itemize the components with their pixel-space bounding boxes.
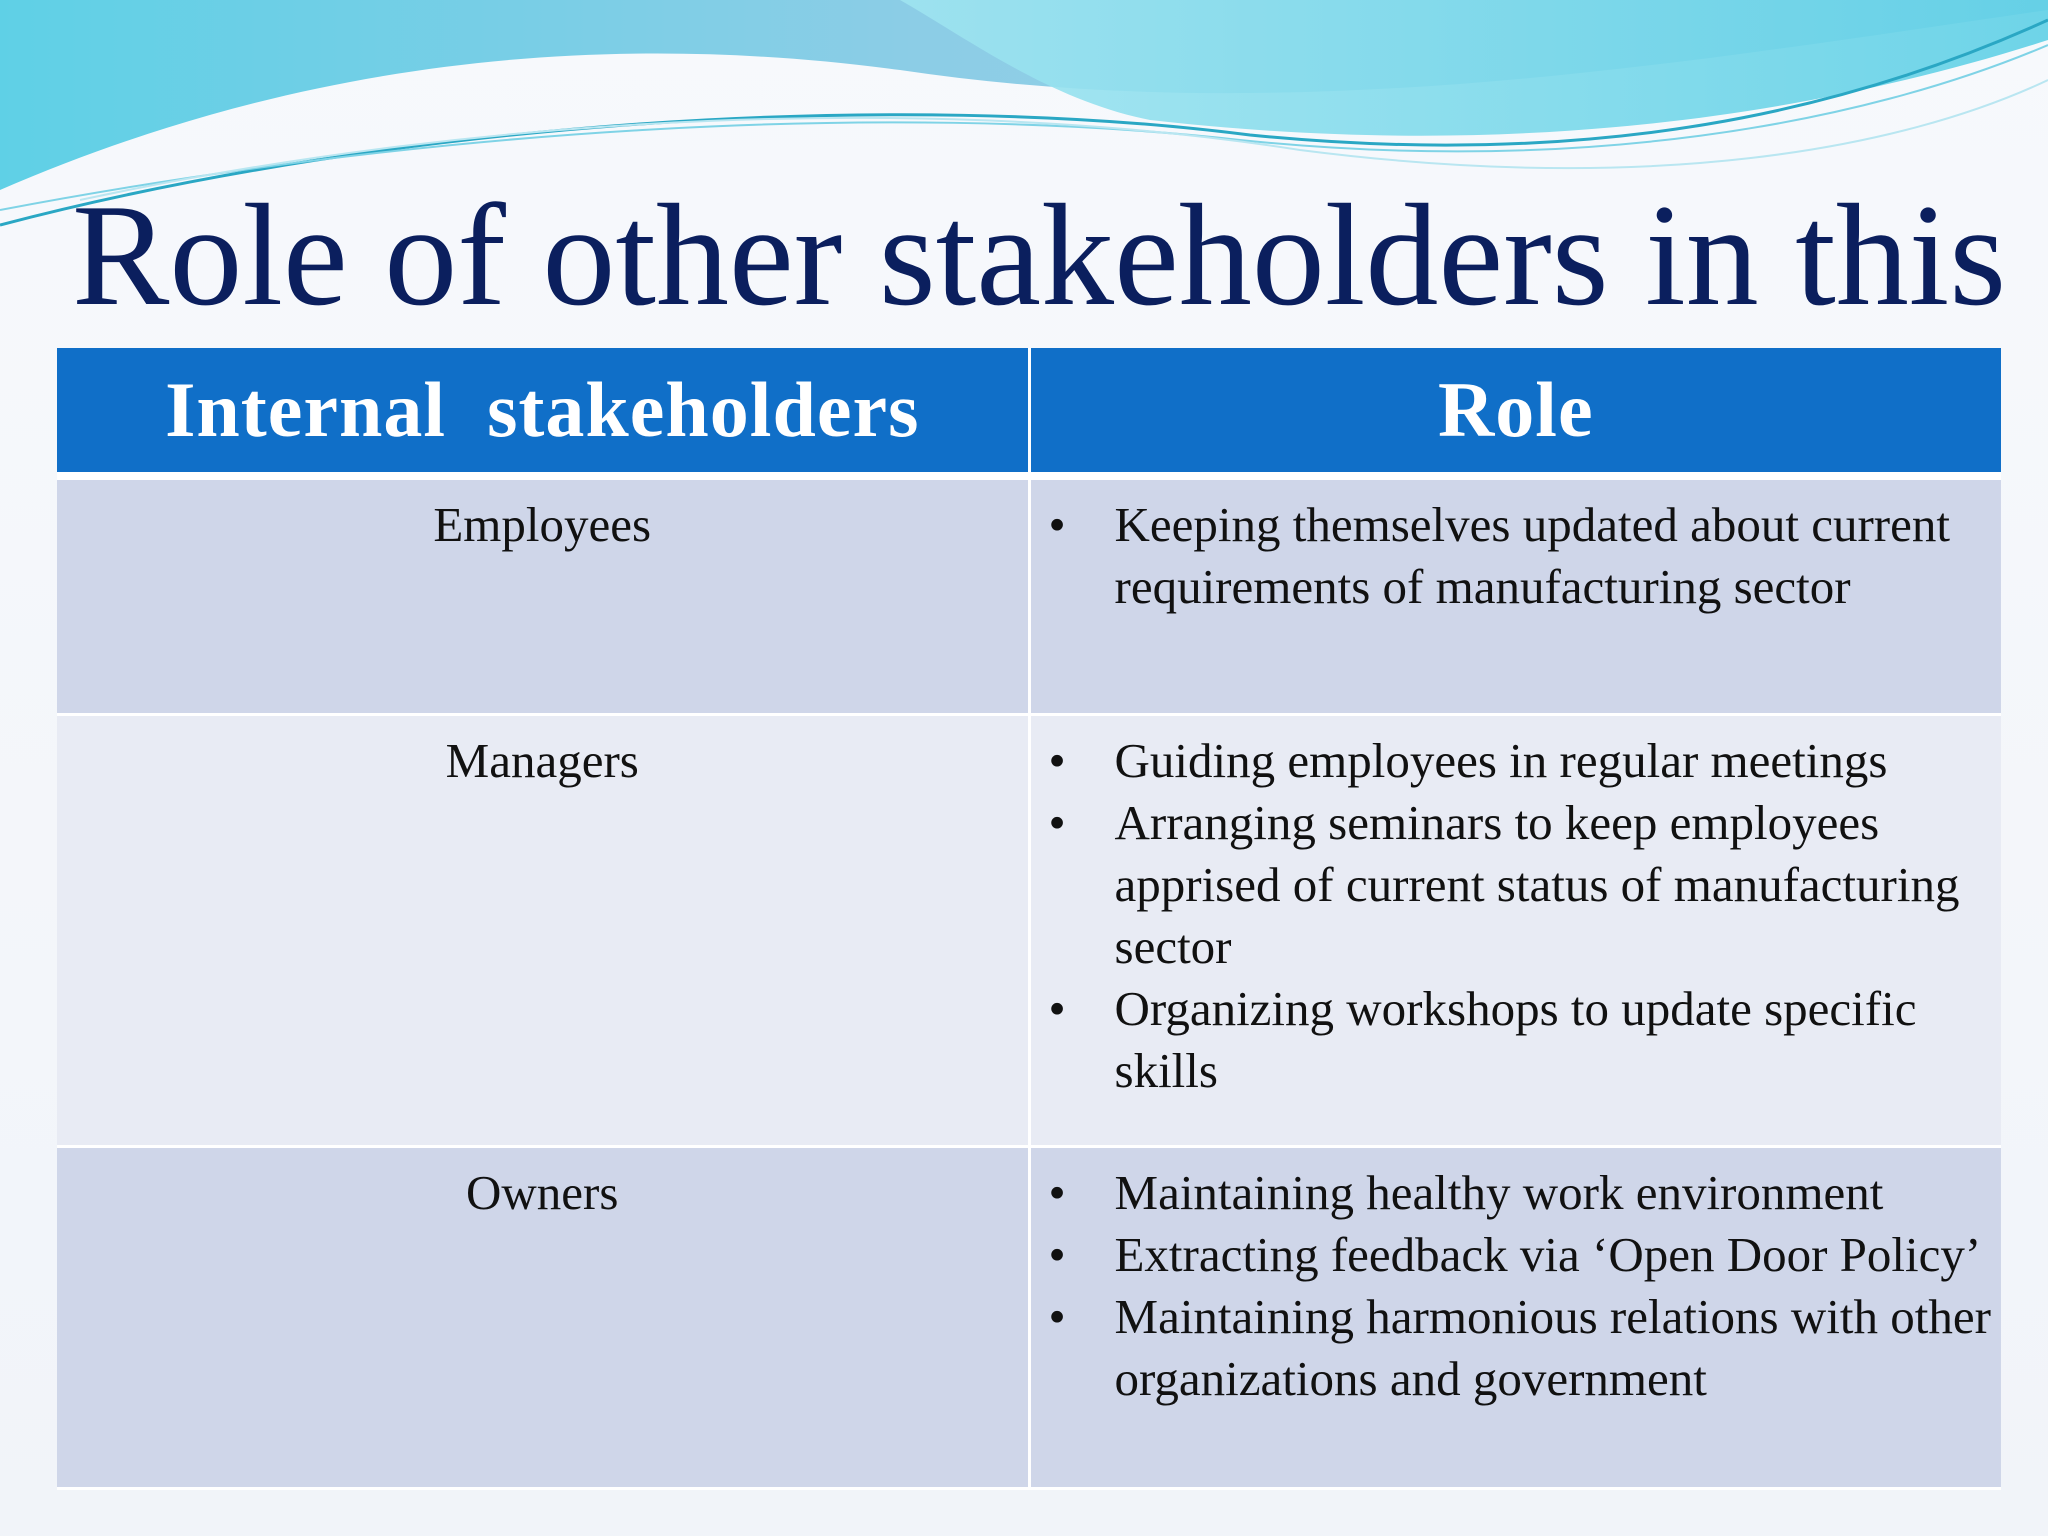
bullet-icon: • — [1048, 1289, 1066, 1344]
table-row — [57, 1147, 2001, 1489]
stakeholder-table — [57, 348, 2001, 1490]
table-row — [57, 715, 2001, 1147]
bullet-icon: • — [1048, 1165, 1066, 1220]
table-row — [57, 476, 2001, 715]
bullet-icon: • — [1048, 795, 1066, 850]
role-text: Maintaining harmonious relations with other organizations and government — [1114, 1289, 1991, 1406]
bullet-icon: • — [1048, 981, 1066, 1036]
role-text: Maintaining healthy work environment — [1114, 1165, 1884, 1220]
role-cell — [1029, 1147, 2001, 1489]
role-text: Extracting feedback via ‘Open Door Policy’ — [1114, 1227, 1982, 1282]
list-item — [1031, 730, 1992, 792]
bullet-icon: • — [1048, 1227, 1066, 1282]
role-text: Guiding employees in regular meetings — [1114, 733, 1888, 788]
bullet-icon: • — [1048, 733, 1066, 788]
role-text: Organizing workshops to update specific skills — [1114, 981, 1917, 1098]
list-item — [1031, 1224, 1992, 1286]
role-text: Keeping themselves updated about current requirements of manufacturing sector — [1114, 497, 1950, 614]
role-list — [1031, 494, 1992, 618]
role-cell — [1029, 715, 2001, 1147]
stakeholder-name: Owners — [57, 1147, 1029, 1489]
table-header-row — [57, 348, 2001, 476]
slide-title: Role of other stakeholders in this — [72, 174, 2007, 336]
role-list — [1031, 730, 1992, 1102]
role-cell — [1029, 476, 2001, 715]
list-item — [1031, 792, 1992, 978]
list-item — [1031, 1286, 1992, 1410]
stakeholder-name: Employees — [57, 476, 1029, 715]
role-list — [1031, 1162, 1992, 1410]
column-header-stakeholders: Internal stakeholders — [57, 348, 1029, 476]
stakeholder-name: Managers — [57, 715, 1029, 1147]
column-header-role: Role — [1029, 348, 2001, 476]
bullet-icon: • — [1048, 497, 1066, 552]
list-item — [1031, 494, 1992, 618]
list-item — [1031, 978, 1992, 1102]
list-item — [1031, 1162, 1992, 1224]
role-text: Arranging seminars to keep employees apprised of current status of manufacturing sector — [1114, 795, 1960, 974]
